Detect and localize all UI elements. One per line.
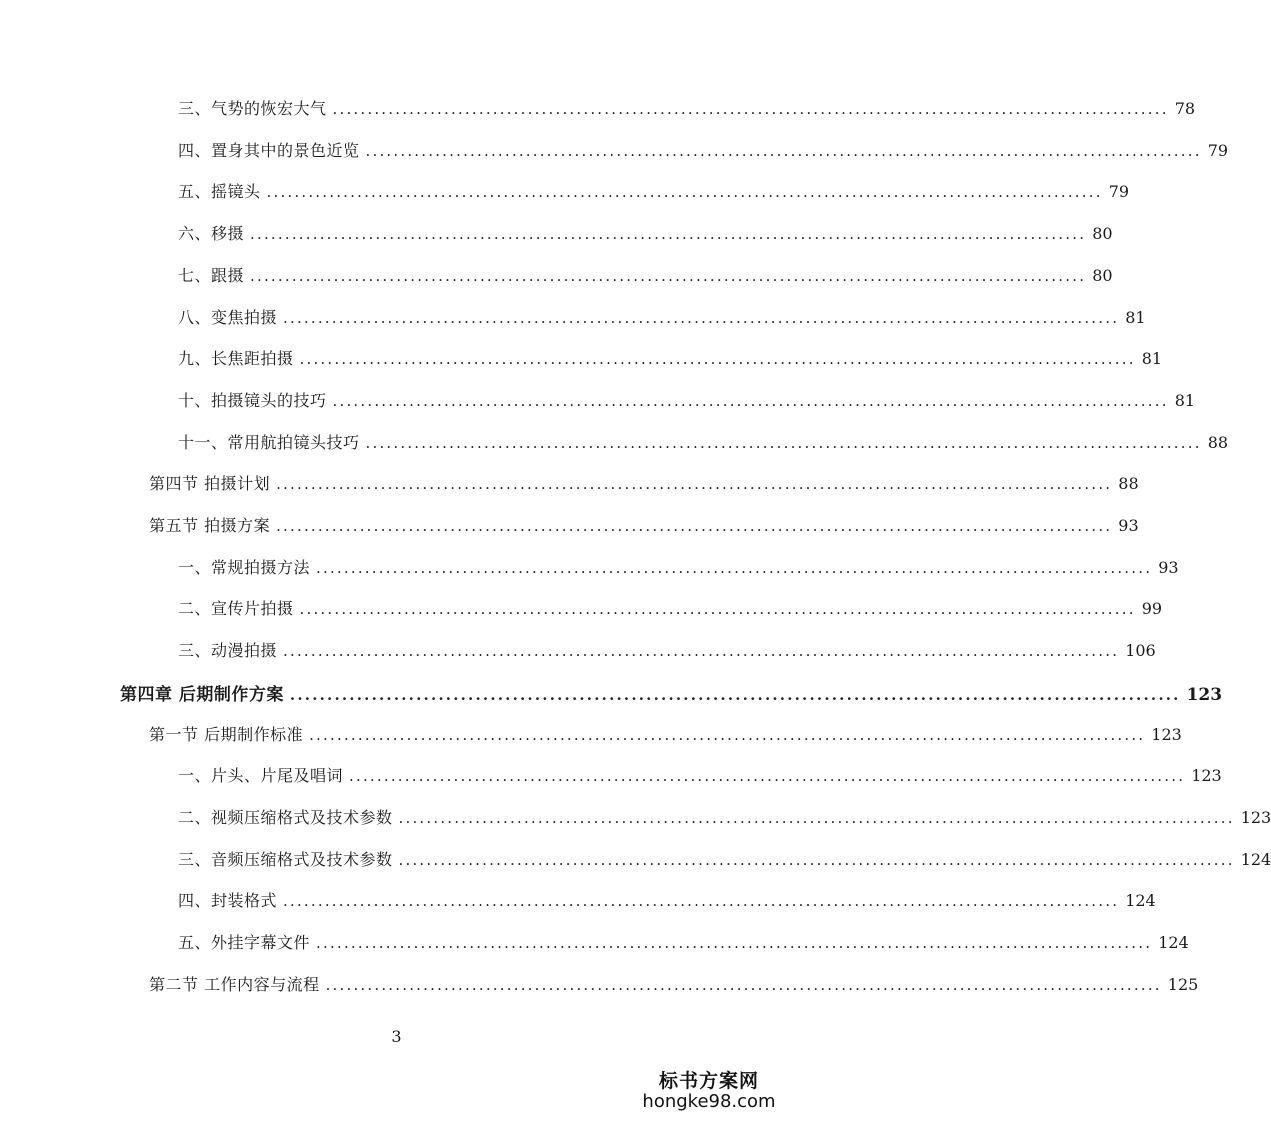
toc-leader-dots: ........................................................................................................................ bbox=[309, 725, 1146, 744]
toc-entry-title: 三、音频压缩格式及技术参数 bbox=[178, 849, 393, 869]
toc-entry-page: 123 bbox=[1191, 766, 1222, 786]
toc-leader-dots: ........................................................................................................................ bbox=[283, 892, 1120, 911]
toc-entry-title: 一、片头、片尾及唱词 bbox=[178, 766, 344, 786]
toc-entry[interactable] bbox=[0, 847, 1271, 875]
toc-entry[interactable] bbox=[0, 596, 1163, 624]
toc-leader-dots: ........................................................................................................................ bbox=[283, 308, 1120, 327]
toc-entry-page: 124 bbox=[1240, 849, 1271, 869]
toc-entry-page: 124 bbox=[1125, 891, 1156, 911]
toc-entry-page: 99 bbox=[1141, 599, 1163, 619]
toc-entry[interactable] bbox=[0, 805, 1271, 833]
toc-entry-title: 五、外挂字幕文件 bbox=[178, 933, 311, 952]
toc-entry-title: 四、置身其中的景色近览 bbox=[178, 140, 360, 160]
toc-leader-dots: ........................................................................................................................ bbox=[316, 558, 1153, 577]
toc-entry-title: 四、封装格式 bbox=[178, 891, 278, 911]
toc-leader-dots: ........................................................................................................................ bbox=[283, 642, 1120, 661]
toc-entry-title: 六、移摄 bbox=[178, 224, 245, 244]
toc-entry-page: 88 bbox=[1207, 432, 1229, 452]
toc-leader-dots: ........................................................................................................................ bbox=[398, 808, 1235, 827]
toc-entry-title: 三、气势的恢宏大气 bbox=[178, 99, 327, 118]
toc-entry-page: 123 bbox=[1240, 807, 1271, 827]
toc-entry-title: 三、动漫拍摄 bbox=[178, 641, 278, 661]
toc-entry-page: 81 bbox=[1125, 307, 1146, 327]
toc-entry-page: 106 bbox=[1125, 641, 1156, 661]
toc-leader-dots: ........................................................................................................................ bbox=[289, 685, 1181, 704]
toc-entry-page: 81 bbox=[1174, 390, 1196, 410]
toc-leader-dots: ........................................................................................................................ bbox=[266, 183, 1103, 202]
toc-entry-page: 80 bbox=[1092, 265, 1113, 285]
toc-entry-title: 九、长焦距拍摄 bbox=[178, 349, 294, 369]
toc-entry-page: 123 bbox=[1151, 724, 1182, 744]
toc-entry-title: 第五节 拍摄方案 bbox=[149, 516, 271, 535]
toc-entry-page: 79 bbox=[1207, 140, 1229, 160]
toc-entry[interactable] bbox=[0, 471, 1139, 499]
toc-entry[interactable] bbox=[0, 346, 1163, 374]
toc-entry-page: 93 bbox=[1118, 516, 1139, 535]
toc-entry[interactable] bbox=[0, 513, 1139, 541]
toc-entry-title: 第一节 后期制作标准 bbox=[149, 724, 304, 744]
watermark-logo bbox=[639, 1066, 779, 1112]
toc-leader-dots: ........................................................................................................................ bbox=[332, 391, 1169, 410]
toc-leader-dots: ........................................................................................................................ bbox=[365, 141, 1202, 160]
toc-entry[interactable] bbox=[0, 888, 1156, 916]
toc-entry[interactable] bbox=[0, 555, 1179, 583]
toc-entry-title: 八、变焦拍摄 bbox=[178, 307, 278, 327]
watermark-chinese-text: 标书方案网 bbox=[658, 1070, 759, 1092]
toc-entry-page: 123 bbox=[1186, 684, 1223, 705]
toc-entry[interactable] bbox=[0, 722, 1182, 750]
toc-leader-dots: ........................................................................................................................ bbox=[325, 975, 1162, 994]
toc-leader-dots: ........................................................................................................................ bbox=[349, 767, 1186, 786]
toc-entry[interactable] bbox=[0, 96, 1196, 124]
toc-entry[interactable] bbox=[0, 388, 1196, 416]
toc-leader-dots: ........................................................................................................................ bbox=[365, 433, 1202, 452]
page-number: 3 bbox=[391, 1027, 402, 1046]
toc-entry[interactable] bbox=[0, 138, 1229, 166]
toc-entry-page: 79 bbox=[1108, 182, 1130, 202]
toc-entry-title: 第四节 拍摄计划 bbox=[149, 474, 271, 494]
toc-entry-page: 78 bbox=[1174, 99, 1196, 118]
toc-entry-title: 十、拍摄镜头的技巧 bbox=[178, 390, 327, 410]
watermark-url-text: hongke98.com bbox=[642, 1091, 776, 1112]
toc-entry-title: 二、视频压缩格式及技术参数 bbox=[178, 807, 393, 827]
toc-entry-page: 80 bbox=[1092, 224, 1113, 244]
toc-entry-title: 第二节 工作内容与流程 bbox=[149, 974, 320, 994]
toc-entry-page: 81 bbox=[1141, 349, 1163, 369]
toc-entry-title: 第四章 后期制作方案 bbox=[120, 684, 284, 705]
toc-entry-page: 93 bbox=[1158, 557, 1179, 577]
toc-leader-dots: ........................................................................................................................ bbox=[299, 350, 1136, 369]
toc-entry[interactable] bbox=[0, 430, 1229, 458]
toc-entry[interactable] bbox=[0, 305, 1146, 333]
toc-entry[interactable] bbox=[0, 263, 1113, 291]
toc-leader-dots: ........................................................................................................................ bbox=[250, 225, 1087, 244]
toc-entry[interactable] bbox=[0, 680, 1223, 708]
toc-entry[interactable] bbox=[0, 972, 1199, 1000]
toc-entry[interactable] bbox=[0, 179, 1130, 207]
toc-entry-title: 一、常规拍摄方法 bbox=[178, 557, 311, 577]
toc-entry-title: 十一、常用航拍镜头技巧 bbox=[178, 432, 360, 452]
toc-entry-page: 125 bbox=[1167, 974, 1199, 994]
toc-leader-dots: ........................................................................................................................ bbox=[299, 600, 1136, 619]
toc-entry-title: 五、摇镜头 bbox=[178, 182, 261, 202]
toc-entry[interactable] bbox=[0, 638, 1156, 666]
toc-leader-dots: ........................................................................................................................ bbox=[276, 475, 1113, 494]
toc-entry-page: 124 bbox=[1158, 933, 1189, 952]
toc-leader-dots: ........................................................................................................................ bbox=[250, 266, 1087, 285]
toc-entry[interactable] bbox=[0, 930, 1189, 958]
toc-leader-dots: ........................................................................................................................ bbox=[276, 517, 1113, 535]
toc-entry[interactable] bbox=[0, 763, 1222, 791]
toc-entry[interactable] bbox=[0, 221, 1113, 249]
toc-leader-dots: ........................................................................................................................ bbox=[332, 100, 1169, 118]
toc-leader-dots: ........................................................................................................................ bbox=[316, 934, 1153, 952]
toc-entry-page: 88 bbox=[1118, 474, 1139, 494]
toc-entry-title: 七、跟摄 bbox=[178, 265, 245, 285]
toc-leader-dots: ........................................................................................................................ bbox=[398, 850, 1235, 869]
toc-entry-title: 二、宣传片拍摄 bbox=[178, 599, 294, 619]
